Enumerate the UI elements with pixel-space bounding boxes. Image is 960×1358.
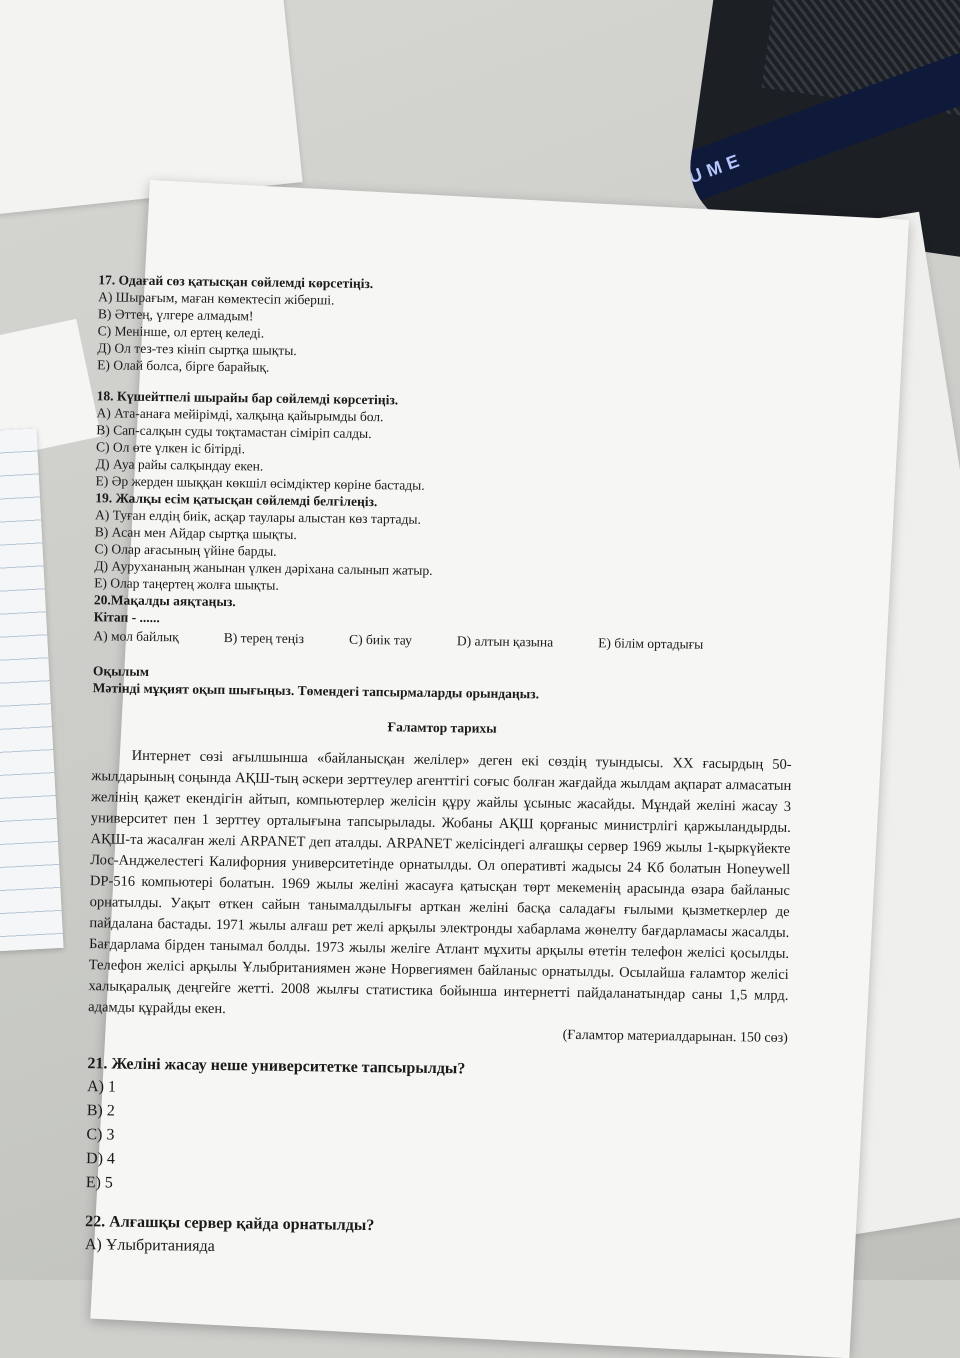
test-content <box>85 271 799 1267</box>
text-source: (Ғаламтор материалдарынан. 150 сөз) <box>562 1027 788 1046</box>
question-title: 19. Жалқы есім қатысқан сөйлемді белгілеңіз. <box>95 490 378 510</box>
test-sheet <box>84 180 909 1358</box>
option: С) биік тау <box>349 631 413 648</box>
option: С) 3 <box>86 1126 115 1144</box>
option: В) Асан мен Айдар сыртқа шықты. <box>94 524 297 543</box>
question-17 <box>97 271 798 383</box>
question-title: 22. Алғашқы сервер қайда орнатылды? <box>85 1213 375 1235</box>
question-title: 18. Күшейтпелі шырайы бар сөйлемді көрсетіңіз. <box>96 388 399 408</box>
option: А) Ата-анаға мейірімді, халқыңа қайырымды бол. <box>96 405 384 425</box>
option: Е) Әр жерден шыққан көкшіл өсімдіктер көріне бастады. <box>95 473 425 493</box>
text-title: Ғаламтор тарихы <box>387 719 497 736</box>
question-18 <box>95 387 796 499</box>
question-title: 17. Одағай сөз қатысқан сөйлемді көрсетіңіз. <box>98 272 374 292</box>
question-22 <box>85 1211 786 1267</box>
option: А) Туған елдің биік, асқар таулары алыстан көз тартады. <box>94 507 422 527</box>
option: Е) Олар таңертең жолға шықты. <box>94 575 279 593</box>
option: В) 2 <box>86 1102 115 1120</box>
pencil-case-print: UME <box>685 148 748 188</box>
option: D) 4 <box>85 1150 116 1168</box>
option: А) мол байлық <box>93 628 179 645</box>
section-title: Оқылым <box>92 663 150 679</box>
option: Д) Аурухананың жанынан үлкен дәріхана салынып жатыр. <box>94 558 433 578</box>
option: А) Ұлыбританияда <box>84 1236 215 1255</box>
question-title: 20.Мақалды аяқтаңыз. <box>93 592 236 610</box>
option: А) 1 <box>86 1078 117 1096</box>
question-20 <box>93 591 794 654</box>
option: В) Сап-салқын суды тоқтамастан сіміріп салды. <box>96 422 372 442</box>
option: D) алтын қазына <box>456 633 554 650</box>
option: Е) білім ортадығы <box>598 635 704 652</box>
option: В) Әттең, үлгере алмадым! <box>97 306 254 324</box>
question-21 <box>86 1053 788 1205</box>
option: В) терең теңіз <box>223 630 305 647</box>
proverb-prompt: Кітап - ...... <box>93 609 160 626</box>
option: Д) Ол тез-тез кініп сыртқа шықты. <box>97 340 297 359</box>
option: Е) 5 <box>85 1174 113 1192</box>
option: С) Менінше, ол ертең келеді. <box>97 323 265 341</box>
question-title: 21. Желіні жасау неше университетке тапсырылды? <box>87 1055 466 1078</box>
option: С) Ол өте үлкен іс бітірді. <box>95 439 246 457</box>
option: С) Олар ағасының үйіне барды. <box>94 541 277 559</box>
question-19 <box>94 489 795 601</box>
reading-text: Интернет сөзі ағылшынша «байланысқан желілер» деген екі сөздің туындысы. ХХ ғасырдың 50-жылдарының соңында АҚШ-тың әскери зерттеулер агенттігі соғыс болған жағдайда жылдам ақпарат алмасатын желінің қажет екендігін айтып, компьютерлер желісін құру жайлы ұсыныс жасайды. Мұндай желіні жасау 3 университет пен 1 зерттеу орталығына тапсырылады. Жобаны АҚШ қорғаныс министрлігі қаржыландырды. АҚШ-та жасалған желі ARPANET деп аталды. ARPANET желісіндегі алғашқы сервер 1969 жылы 1-қыркүйекте Лос-Анджелестегі Калифорния университетінде орнатылды. Ол оперативті жадысы 24 Кб болатын Honeywell DP-516 компьютері болатын. 1969 жылы желіні жасауға қатысқан төрт мекеменің арасында өзара байланыс орнатылды. Уақыт өткен сайын танымалдылығы арткан желіні басқа саладағы ғылыми қызметкерлер де пайдалана бастады. 1971 жылы алғаш рет желі арқылы электронды хабарлама жөнелту бағдарламасы жасалды. Бағдарлама бірден танымал болды. 1973 жылы желіге Атлант мұхиты арқылы өтетін телефон желісі қосылды. Телефон желісі арқылы Ұлыбританиямен және Норвегиямен байланыс орнатылды. Осылайша ғаламтор желісі халықаралық деңгейге жетті. 2008 жылғы статистика бойынша интернетті пайдаланатындар саны 1,5 млрд. адамды құрайды екен. <box>88 747 792 1018</box>
option: Д) Ауа райы салқындау екен. <box>95 456 264 474</box>
reading-instruction: Мәтінді мұқият оқып шығыңыз. Төмендегі тапсырмаларды орындаңыз. <box>92 680 540 702</box>
option: А) Шырағым, маған көмектесіп жіберші. <box>98 289 335 308</box>
option: Е) Олай болса, бірге барайық. <box>97 357 270 375</box>
